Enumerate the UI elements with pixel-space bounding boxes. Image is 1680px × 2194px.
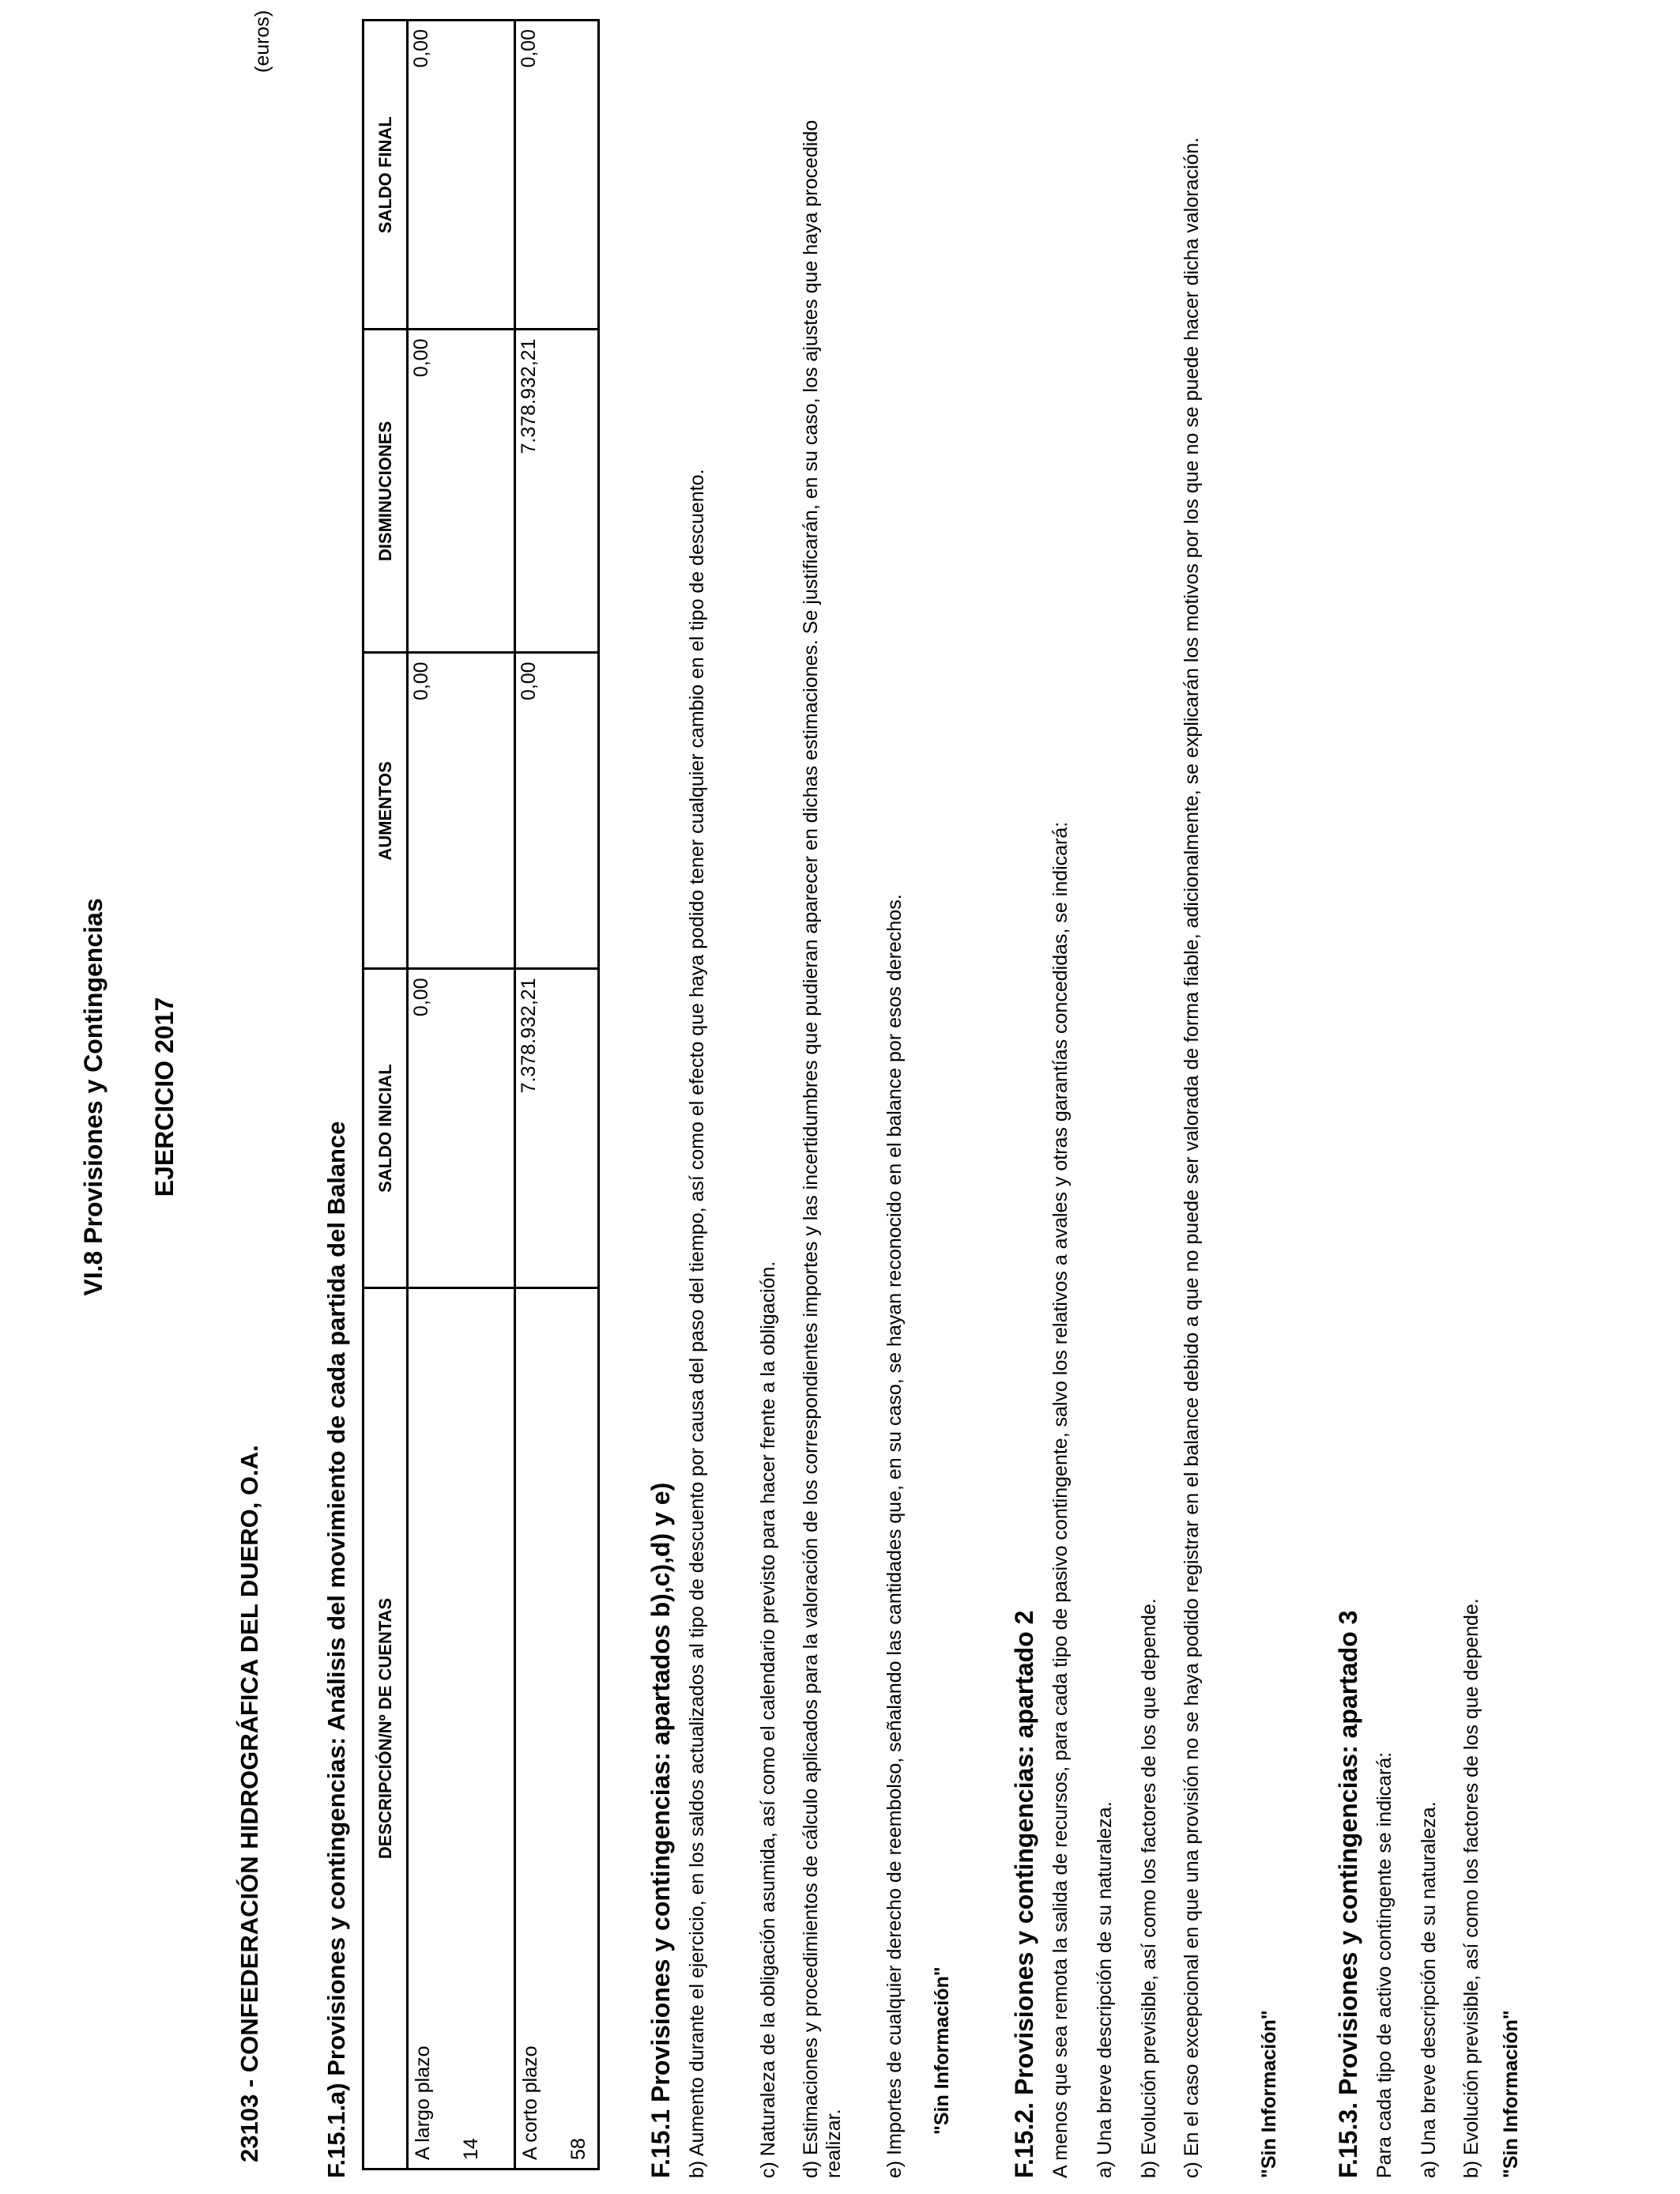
f152-item-c: c) En el caso excepcional en que una provisión no se haya podido registrar en el balance debido a que no puede ser valorada de forma fiable, adicionalmente, se explicarán los motivos por los que no se puede hacer dicha valoración. xyxy=(1181,137,1203,2178)
f151-paragraph-e: e) Importes de cualquier derecho de reembolso, señalando las cantidades que, en su caso, se hayan reconocido en el balance por esos derechos. xyxy=(883,894,906,2178)
f151-sin-informacion: "Sin Información" xyxy=(931,1966,953,2135)
f151-heading: F.15.1 Provisiones y contingencias: apartados b),c),d) y e) xyxy=(646,1482,675,2178)
cell-saldo-inicial: 7.378.932,21 xyxy=(515,969,599,1288)
f152-item-a: a) Una breve descripción de su naturaleza. xyxy=(1094,1801,1116,2178)
cell-saldo-final: 0,00 xyxy=(515,21,599,330)
row-desc-label: A largo plazo xyxy=(412,2045,434,2160)
table-row xyxy=(515,21,599,2169)
unit-label: (euros) xyxy=(251,9,273,73)
f153-sin-informacion: "Sin Información" xyxy=(1500,2010,1522,2178)
f152-item-b: b) Evolución previsible, así como los factores de los que depende. xyxy=(1138,1598,1160,2178)
f153-item-b: b) Evolución previsible, así como los factores de los que depende. xyxy=(1460,1598,1482,2178)
f1511-heading: F.15.1.a) Provisiones y contingencias: Análisis del movimiento de cada partida del Balance xyxy=(322,1121,350,2178)
f151-paragraph-b: b) Aumento durante el ejercicio, en los saldos actualizados al tipo de descuento por causa del paso del tiempo, así como el efecto que haya podido tener cualquier cambio en el tipo de descuento. xyxy=(686,469,708,2178)
col-header-description: DESCRIPCIÓN/Nº DE CUENTAS xyxy=(363,1287,408,2169)
f153-item-a: a) Una breve descripción de su naturaleza. xyxy=(1418,1801,1440,2178)
f152-sin-informacion: "Sin Información" xyxy=(1258,2010,1280,2178)
table-header-row xyxy=(363,21,408,2169)
entity-title: 23103 - CONFEDERACIÓN HIDROGRÁFICA DEL DUERO, O.A. xyxy=(235,1445,263,2162)
cell-disminuciones: 7.378.932,21 xyxy=(515,330,599,653)
f151-paragraph-c: c) Naturaleza de la obligación asumida, así como el calendario previsto para hacer frente a la obligación. xyxy=(757,1261,779,2178)
f153-intro: Para cada tipo de activo contingente se indicará: xyxy=(1373,1751,1396,2178)
row-account-code: 58 xyxy=(567,2138,590,2160)
col-header-disminuciones: DISMINUCIONES xyxy=(363,330,408,653)
f152-intro: A menos que sea remota la salida de recursos, para cada tipo de pasivo contingente, salvo los relativos a avales y otras garantías concedidas, se indicará: xyxy=(1049,821,1072,2178)
row-description xyxy=(408,1287,515,2169)
cell-saldo-inicial: 0,00 xyxy=(408,969,515,1288)
col-header-aumentos: AUMENTOS xyxy=(363,653,408,969)
movement-table xyxy=(362,19,600,2170)
f153-heading: F.15.3. Provisiones y contingencias: apartado 3 xyxy=(1334,1610,1362,2178)
col-header-saldo-inicial: SALDO INICIAL xyxy=(363,969,408,1288)
f152-heading: F.15.2. Provisiones y contingencias: apartado 2 xyxy=(1010,1610,1038,2178)
cell-saldo-final: 0,00 xyxy=(408,21,515,330)
row-desc-label: A corto plazo xyxy=(519,2045,541,2160)
section-title: VI.8 Provisiones y Contingencias xyxy=(79,898,107,1296)
cell-aumentos: 0,00 xyxy=(408,653,515,969)
cell-disminuciones: 0,00 xyxy=(408,330,515,653)
row-account-code: 14 xyxy=(460,2138,482,2160)
row-description xyxy=(515,1287,599,2169)
exercise-title: EJERCICIO 2017 xyxy=(150,997,179,1197)
f151-paragraph-d: d) Estimaciones y procedimientos de cálculo aplicados para la valoración de los correspondientes importes y las incertidumbres que pudieran aparecer en dichas estimaciones. Se justificarán, en su caso, los ajustes que haya procedido realizar. xyxy=(800,119,845,2178)
table-row xyxy=(408,21,515,2169)
col-header-saldo-final: SALDO FINAL xyxy=(363,21,408,330)
cell-aumentos: 0,00 xyxy=(515,653,599,969)
